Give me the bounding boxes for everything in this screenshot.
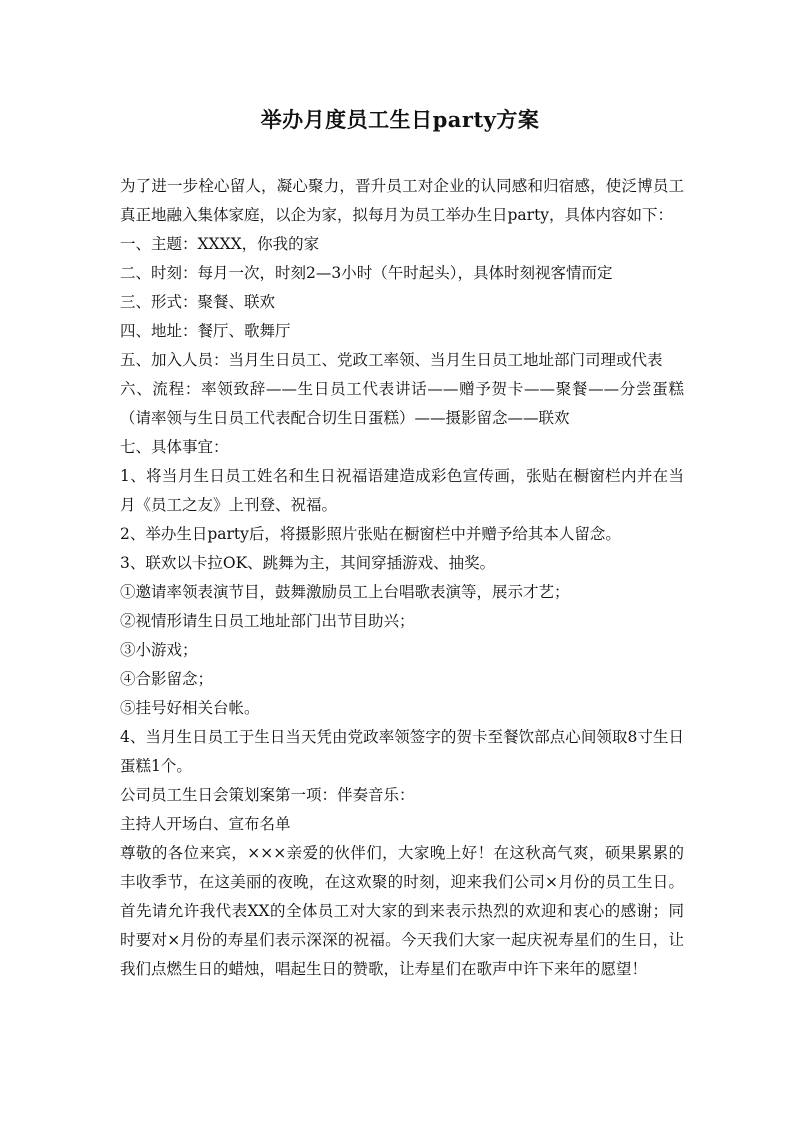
paragraph-detail-3: 3、联欢以卡拉OK、跳舞为主，其间穿插游戏、抽奖。	[120, 554, 496, 572]
paragraph-process: 六、流程：率领致辞——生日员工代表讲话——赠予贺卡——聚餐——分尝蛋糕（请率领与生日员工代表配合切生日蛋糕）——摄影留念——联欢	[120, 380, 684, 427]
document-title: 举办月度员工生日party方案	[260, 107, 540, 132]
paragraph-details-heading: 七、具体事宜：	[120, 438, 229, 456]
paragraph-item-4: ④合影留念；	[120, 670, 214, 688]
paragraph-form: 三、形式：聚餐、联欢	[120, 293, 276, 311]
paragraph-host-opening: 主持人开场白、宣布名单	[120, 815, 291, 833]
paragraph-item-2: ②视情形请生日员工地址部门出节目助兴；	[120, 612, 415, 630]
paragraph-plan-first: 公司员工生日会策划案第一项：伴奏音乐：	[120, 786, 415, 804]
paragraph-theme: 一、主题：XXXX，你我的家	[120, 235, 320, 253]
paragraph-item-1: ①邀请率领表演节目，鼓舞激励员工上台唱歌表演等，展示才艺；	[120, 583, 570, 601]
paragraph-time: 二、时刻：每月一次，时刻2—3小时（午时起头），具体时刻视客情而定	[120, 264, 613, 282]
paragraph-detail-1: 1、将当月生日员工姓名和生日祝福语建造成彩色宣传画，张贴在橱窗栏内并在当月《员工之友》上刊登、祝福。	[120, 467, 684, 514]
paragraph-detail-4: 4、当月生日员工于生日当天凭由党政率领签字的贺卡至餐饮部点心间领取8寸生日蛋糕1个。	[120, 728, 684, 775]
document-body	[120, 172, 684, 984]
paragraph-detail-2: 2、举办生日party后，将摄影照片张贴在橱窗栏中并赠予给其本人留念。	[120, 525, 621, 543]
paragraph-participants: 五、加入人员：当月生日员工、党政工率领、当月生日员工地址部门司理或代表	[120, 351, 663, 369]
paragraph-item-3: ③小游戏；	[120, 641, 198, 659]
paragraph-intro: 为了进一步栓心留人，凝心聚力，晋升员工对企业的认同感和归宿感，使泛博员工真正地融入集体家庭，以企为家，拟每月为员工举办生日party，具体内容如下：	[120, 177, 684, 224]
paragraph-item-5: ⑤挂号好相关台帐。	[120, 699, 260, 717]
paragraph-speech: 尊敬的各位来宾，×××亲爱的伙伴们，大家晚上好！在这秋高气爽，硕果累累的丰收季节，在这美丽的夜晚，在这欢聚的时刻，迎来我们公司×月份的员工生日。首先请允许我代表XX的全体员工对大家的到来表示热烈的欢迎和衷心的感谢；同时要对×月份的寿星们表示深深的祝福。今天我们大家一起庆祝寿星们的生日，让我们点燃生日的蜡烛，唱起生日的赞歌，让寿星们在歌声中许下来年的愿望！	[120, 844, 684, 978]
paragraph-location: 四、地址：餐厅、歌舞厅	[120, 322, 291, 340]
